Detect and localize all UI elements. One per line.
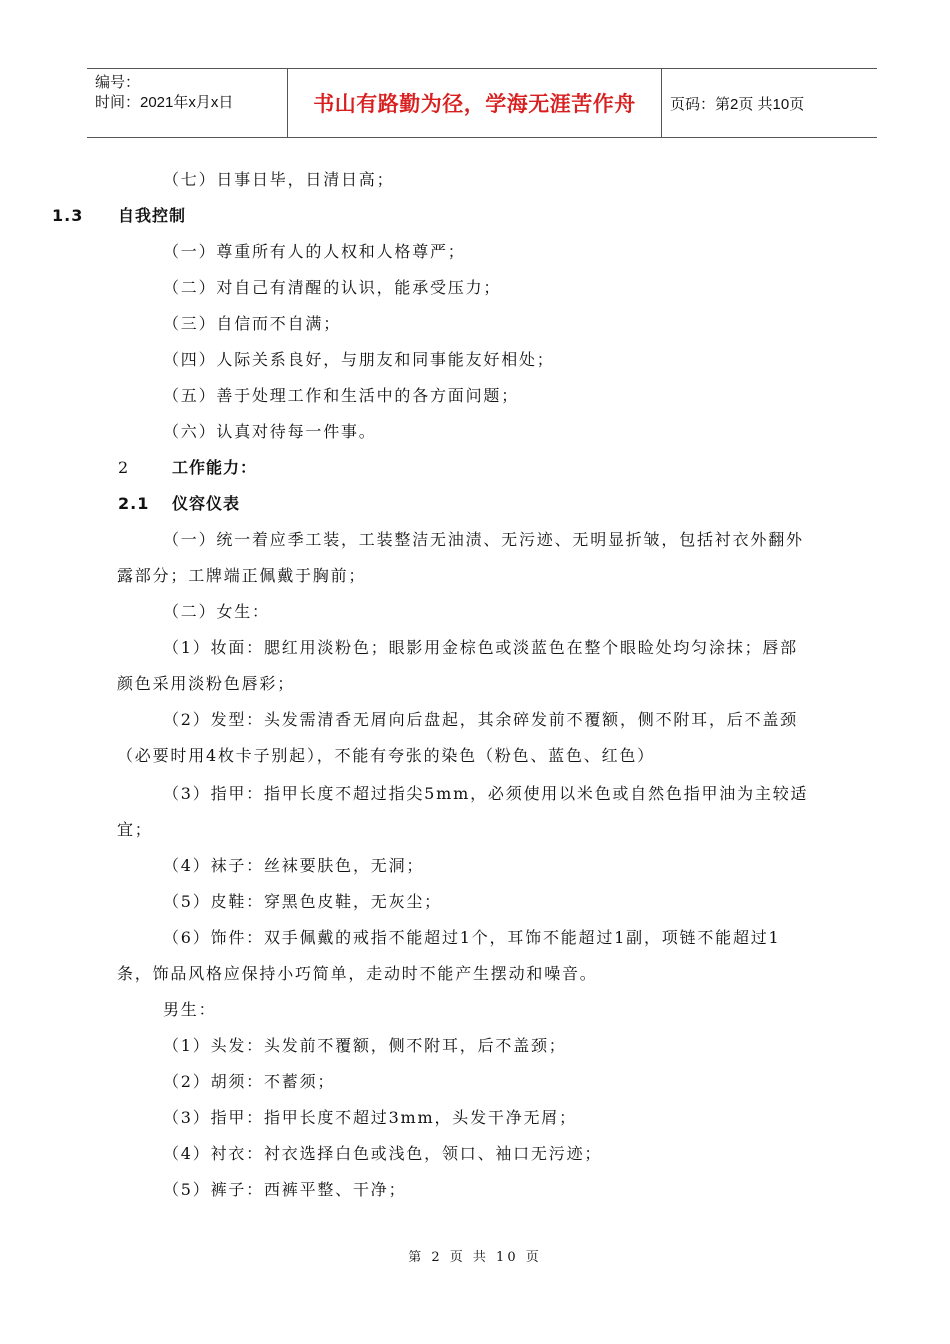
list-item: （3）指甲：指甲长度不超过3mm，头发干净无屑；: [163, 1108, 577, 1127]
date-line: 时间：2021年x月x日: [95, 94, 234, 111]
list-item: （4）袜子：丝袜要肤色，无洞；: [163, 856, 425, 875]
page-info: 页码：第2页 共10页: [670, 95, 805, 113]
subsection-heading: 仪容仪表: [172, 494, 241, 513]
number-label: 编号：: [95, 74, 141, 91]
paragraph-line: 条，饰品风格应保持小巧简单，走动时不能产生摆动和噪音。: [117, 964, 598, 983]
paragraph-line: 颜色采用淡粉色唇彩；: [117, 674, 296, 693]
paragraph-line: （3）指甲：指甲长度不超过指尖5mm，必须使用以米色或自然色指甲油为主较适: [163, 784, 809, 803]
chapter-heading: 工作能力：: [172, 458, 258, 477]
paragraph-line: （必要时用4枚卡子别起），不能有夸张的染色（粉色、蓝色、红色）: [117, 746, 655, 765]
list-item: （1）头发：头发前不覆额，侧不附耳，后不盖颈；: [163, 1036, 567, 1055]
item-7: （七）日事日毕，日清日高；: [163, 170, 395, 189]
paragraph-line: 露部分；工牌端正佩戴于胸前；: [117, 566, 367, 585]
page-footer: 第 2 页 共 10 页: [408, 1250, 542, 1265]
paragraph-line: （一）统一着应季工装，工装整洁无油渍、无污迹、无明显折皱，包括衬衣外翻外: [163, 530, 804, 549]
list-item: （四）人际关系良好，与朋友和同事能友好相处；: [163, 350, 555, 369]
list-item: （二）女生：: [163, 602, 270, 621]
list-item: （5）皮鞋：穿黑色皮鞋，无灰尘；: [163, 892, 442, 911]
chapter-number: 2: [118, 458, 130, 477]
list-item: （三）自信而不自满；: [163, 314, 342, 333]
paragraph-line: （2）发型：头发需清香无屑向后盘起，其余碎发前不覆额，侧不附耳，后不盖颈: [163, 710, 798, 729]
list-item: 男生：: [163, 1000, 217, 1019]
motto: 书山有路勤为径，学海无涯苦作舟: [313, 92, 636, 116]
paragraph-line: （6）饰件：双手佩戴的戒指不能超过1个，耳饰不能超过1副，项链不能超过1: [163, 928, 781, 947]
section-heading: 自我控制: [118, 206, 187, 225]
list-item: （2）胡须：不蓄须；: [163, 1072, 336, 1091]
list-item: （二）对自己有清醒的认识，能承受压力；: [163, 278, 502, 297]
paragraph-line: 宜；: [117, 820, 153, 839]
list-item: （五）善于处理工作和生活中的各方面问题；: [163, 386, 520, 405]
document-header: [87, 68, 877, 138]
list-item: （4）衬衣：衬衣选择白色或浅色，领口、袖口无污迹；: [163, 1144, 603, 1163]
list-item: （六）认真对待每一件事。: [163, 422, 377, 441]
subsection-number: 2.1: [118, 494, 150, 513]
header-page-cell: [662, 69, 877, 137]
section-number: 1.3: [52, 206, 84, 225]
list-item: （一）尊重所有人的人权和人格尊严；: [163, 242, 466, 261]
paragraph-line: （1）妆面：腮红用淡粉色；眼影用金棕色或淡蓝色在整个眼睑处均匀涂抹；唇部: [163, 638, 798, 657]
list-item: （5）裤子：西裤平整、干净；: [163, 1180, 407, 1199]
header-meta: [87, 69, 287, 137]
header-motto-cell: [287, 69, 662, 137]
